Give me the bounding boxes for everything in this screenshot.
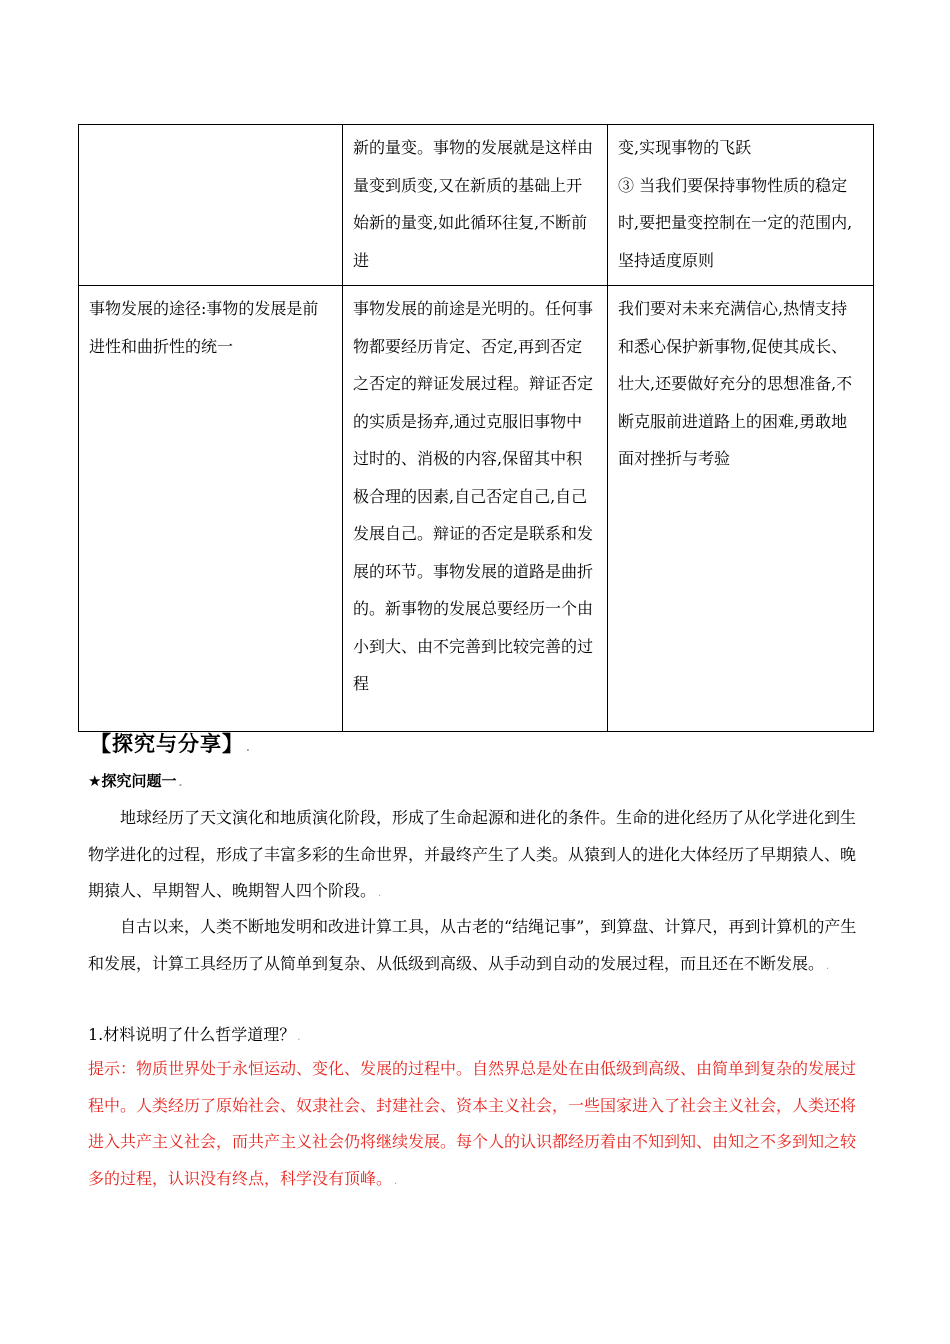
philosophy-table xyxy=(78,124,874,732)
table-cell: 我们要对未来充满信心,热情支持和悉心保护新事物,促使其成长、壮大,还要做好充分的思想准备,不断克服前进道路上的困难,勇敢地面对挫折与考验 xyxy=(608,286,874,732)
table-row xyxy=(79,286,874,732)
hint-text: 提示：物质世界处于永恒运动、变化、发展的过程中。自然界总是处在由低级到高级、由简单到复杂的发展过程中。人类经历了原始社会、奴隶社会、封建社会、资本主义社会，一些国家进入了社会主义社会，人类还将进入共产主义社会，而共产主义社会仍将继续发展。每个人的认识都经历着由不知到知、由知之不多到知之较多的过程，认识没有终点，科学没有顶峰。 . xyxy=(88,1059,857,1188)
table-cell: 新的量变。事物的发展就是这样由量变到质变,又在新质的基础上开始新的量变,如此循环往复,不断前进 xyxy=(343,125,608,286)
table-cell xyxy=(608,125,874,286)
table-cell xyxy=(79,125,343,286)
table-row xyxy=(79,125,874,286)
table-cell: 事物发展的途径:事物的发展是前进性和曲折性的统一 xyxy=(79,286,343,732)
cell-line: 变,实现事物的飞跃 xyxy=(618,138,752,157)
table-cell: 事物发展的前途是光明的。任何事物都要经历肯定、否定,再到否定之否定的辩证发展过程。辩证否定的实质是扬弃,通过克服旧事物中过时的、消极的内容,保留其中积极合理的因素,自己否定自己,自己发展自己。辩证的否定是联系和发展的环节。事物发展的道路是曲折的。新事物的发展总要经历一个由小到大、由不完善到比较完善的过程 xyxy=(343,286,608,732)
section-heading: 【探究与分享】 . xyxy=(90,732,251,756)
cell-line: ③ 当我们要保持事物性质的稳定时,要把量变控制在一定的范围内,坚持适度原则 xyxy=(618,175,853,270)
paragraph-evolution: 地球经历了天文演化和地质演化阶段，形成了生命起源和进化的条件。生命的进化经历了从化学进化到生物学进化的过程，形成了丰富多彩的生命世界，并最终产生了人类。从猿到人的进化大体经历了早期猿人、晚期猿人、早期智人、晚期智人四个阶段。 . xyxy=(88,808,857,900)
question-subheading: ★探究问题一 . xyxy=(88,772,183,790)
question-text: 1.材料说明了什么哲学道理？ . xyxy=(88,1025,301,1044)
paragraph-tools: 自古以来，人类不断地发明和改进计算工具，从古老的“结绳记事”，到算盘、计算尺，再到计算机的产生和发展，计算工具经历了从简单到复杂、从低级到高级、从手动到自动的发展过程，而且还在不断发展。 . xyxy=(88,917,857,973)
